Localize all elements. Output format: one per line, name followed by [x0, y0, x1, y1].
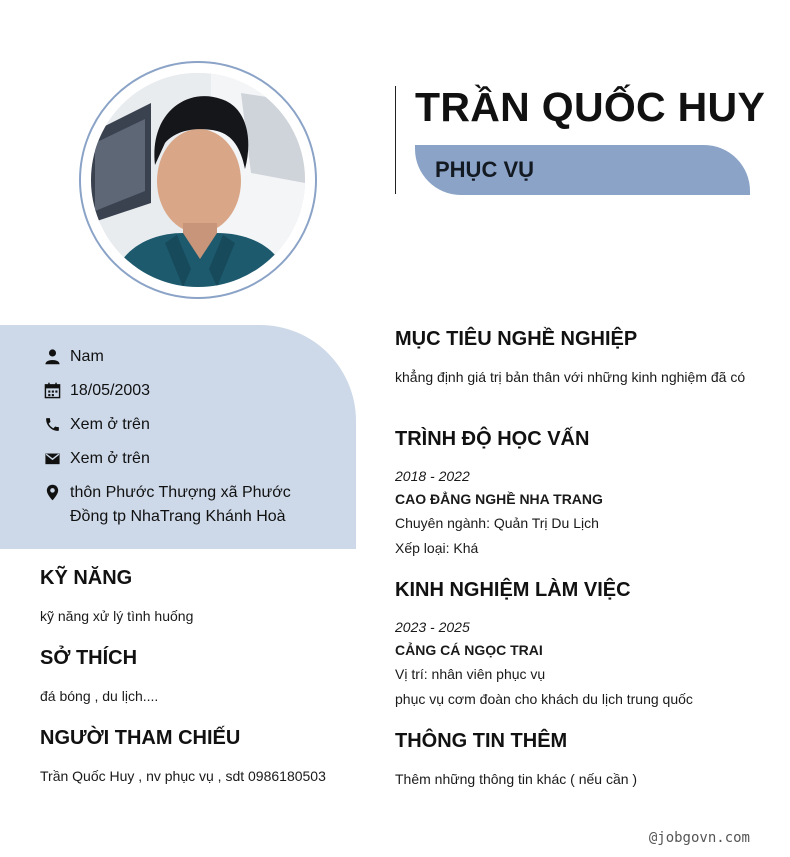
address-value: thôn Phước Thượng xã Phước Đồng tp NhaTrang Khánh Hoà [70, 484, 291, 525]
role-badge [415, 145, 750, 195]
avatar-photo [91, 73, 305, 287]
education-grade: Xếp loại: Khá [395, 540, 479, 556]
references-heading: NGƯỜI THAM CHIẾU [40, 727, 241, 749]
avatar [91, 73, 305, 287]
email-value: Xem ở trên [70, 450, 150, 467]
gender-value: Nam [70, 348, 104, 365]
hobbies-text: đá bóng , du lịch.... [40, 688, 159, 704]
candidate-name: TRẦN QUỐC HUY [415, 84, 766, 130]
phone-icon [44, 416, 61, 433]
watermark: @jobgovn.com [648, 830, 750, 846]
additional-heading: THÔNG TIN THÊM [395, 730, 568, 752]
references-text: Trần Quốc Huy , nv phục vụ , sdt 0986180503 [40, 768, 326, 784]
experience-position: Vị trí: nhân viên phục vụ [395, 666, 546, 682]
role-label: PHỤC VỤ [435, 157, 535, 182]
objective-heading: MỤC TIÊU NGHỀ NGHIỆP [395, 328, 638, 350]
education-heading: TRÌNH ĐỘ HỌC VẤN [395, 428, 590, 450]
experience-period: 2023 - 2025 [395, 619, 470, 635]
person-icon [44, 348, 61, 365]
header-divider [395, 86, 396, 194]
education-period: 2018 - 2022 [395, 468, 470, 484]
mail-icon [44, 450, 61, 467]
hobbies-heading: SỞ THÍCH [40, 647, 138, 669]
experience-company: CẢNG CÁ NGỌC TRAI [395, 642, 543, 658]
experience-description: phục vụ cơm đoàn cho khách du lịch trung quốc [395, 691, 693, 707]
calendar-icon [44, 382, 61, 399]
avatar-frame [79, 61, 317, 299]
objective-text: khẳng định giá trị bản thân với những kinh nghiệm đã có [395, 369, 746, 385]
education-school: CAO ĐẲNG NGHỀ NHA TRANG [395, 491, 603, 507]
location-pin-icon [44, 484, 61, 501]
experience-heading: KINH NGHIỆM LÀM VIỆC [395, 579, 631, 601]
skills-text: kỹ năng xử lý tình huống [40, 608, 194, 624]
additional-text: Thêm những thông tin khác ( nếu cần ) [395, 771, 638, 787]
contact-panel [0, 325, 356, 549]
birthdate-value: 18/05/2003 [70, 382, 151, 399]
education-major: Chuyên ngành: Quản Trị Du Lịch [395, 515, 599, 531]
phone-value: Xem ở trên [70, 416, 150, 433]
skills-heading: KỸ NĂNG [40, 567, 133, 589]
